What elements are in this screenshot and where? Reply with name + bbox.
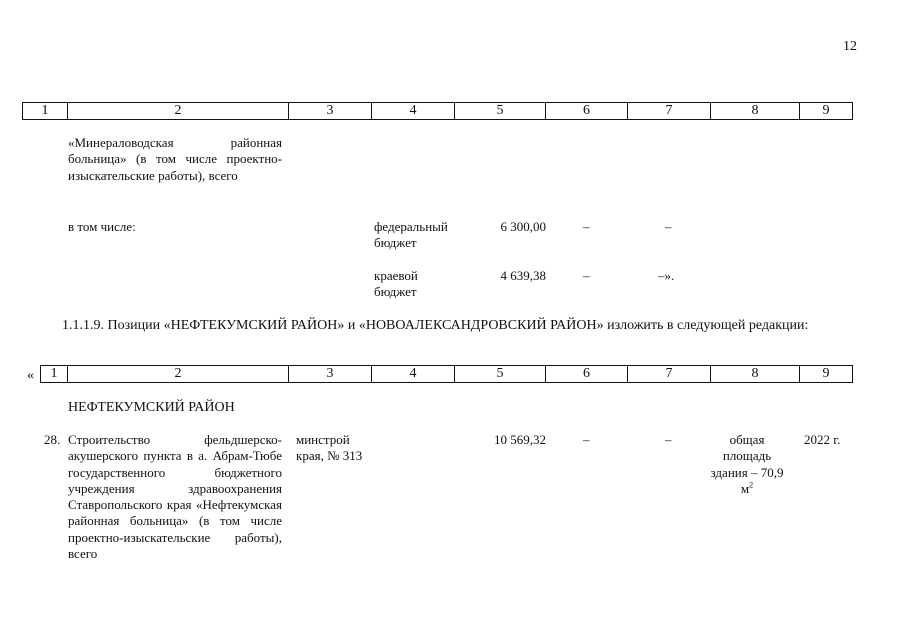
entry-number: 28. bbox=[44, 432, 61, 447]
column-header-cell: 6 bbox=[546, 365, 628, 383]
column-header-cell: 7 bbox=[628, 102, 711, 120]
column-header-cell: 3 bbox=[289, 102, 372, 120]
column-header-cell: 9 bbox=[800, 365, 853, 383]
amount-regional: 4 639,38 bbox=[500, 268, 546, 283]
entry-col6: – bbox=[583, 432, 590, 447]
column-header-row-bottom bbox=[40, 365, 853, 383]
column-header-cell: 5 bbox=[455, 365, 546, 383]
column-header-cell: 9 bbox=[800, 102, 853, 120]
column-header-cell: 8 bbox=[711, 102, 800, 120]
entry-capacity-text: общая площадь здания – 70,9 м bbox=[710, 432, 784, 496]
column-header-cell: 4 bbox=[372, 365, 455, 383]
column-header-row-top bbox=[22, 102, 853, 120]
budget-source-federal: федеральный бюджет bbox=[374, 219, 448, 251]
entry-customer: минстрой края, № 313 bbox=[296, 432, 363, 464]
column-header-cell: 2 bbox=[68, 365, 289, 383]
entry-capacity-superscript: 2 bbox=[749, 480, 754, 490]
continued-row-description: «Минераловодская районная больница» (в том числе проектно-изыскательские работы), всего bbox=[68, 135, 282, 183]
column-header-cell: 2 bbox=[68, 102, 289, 120]
col6-regional: – bbox=[583, 268, 590, 283]
column-header-cell: 4 bbox=[372, 102, 455, 120]
subtotal-label: в том числе: bbox=[68, 219, 136, 234]
entry-col7: – bbox=[665, 432, 672, 447]
entry-amount: 10 569,32 bbox=[494, 432, 546, 447]
column-header-cell: 6 bbox=[546, 102, 628, 120]
col6-federal: – bbox=[583, 219, 590, 234]
col7-federal: – bbox=[665, 219, 672, 234]
column-header-cell: 3 bbox=[289, 365, 372, 383]
column-header-cell: 5 bbox=[455, 102, 546, 120]
instruction-paragraph: 1.1.1.9. Позиции «НЕФТЕКУМСКИЙ РАЙОН» и «НОВОАЛЕКСАНДРОВСКИЙ РАЙОН» изложить в следующей редакции: bbox=[62, 318, 809, 333]
entry-year: 2022 г. bbox=[804, 432, 841, 447]
entry-description: Строительство фельдшерско-акушерского пункта в а. Абрам-Тюбе государственного бюджетного учреждения здравоохранения Ставропольского края «Нефтекумская районная больница» (в том числе проектно-изыскательские работы), всего bbox=[68, 432, 282, 561]
column-header-cell: 7 bbox=[628, 365, 711, 383]
amount-federal: 6 300,00 bbox=[500, 219, 546, 234]
budget-source-regional: краевой бюджет bbox=[374, 268, 418, 300]
page-number: 12 bbox=[843, 39, 857, 54]
column-header-cell: 1 bbox=[40, 365, 68, 383]
column-header-cell: 1 bbox=[22, 102, 68, 120]
opening-quote: « bbox=[27, 368, 34, 383]
column-header-cell: 8 bbox=[711, 365, 800, 383]
entry-capacity bbox=[704, 432, 790, 497]
col7-regional: –». bbox=[658, 268, 675, 283]
district-title: НЕФТЕКУМСКИЙ РАЙОН bbox=[68, 400, 235, 415]
